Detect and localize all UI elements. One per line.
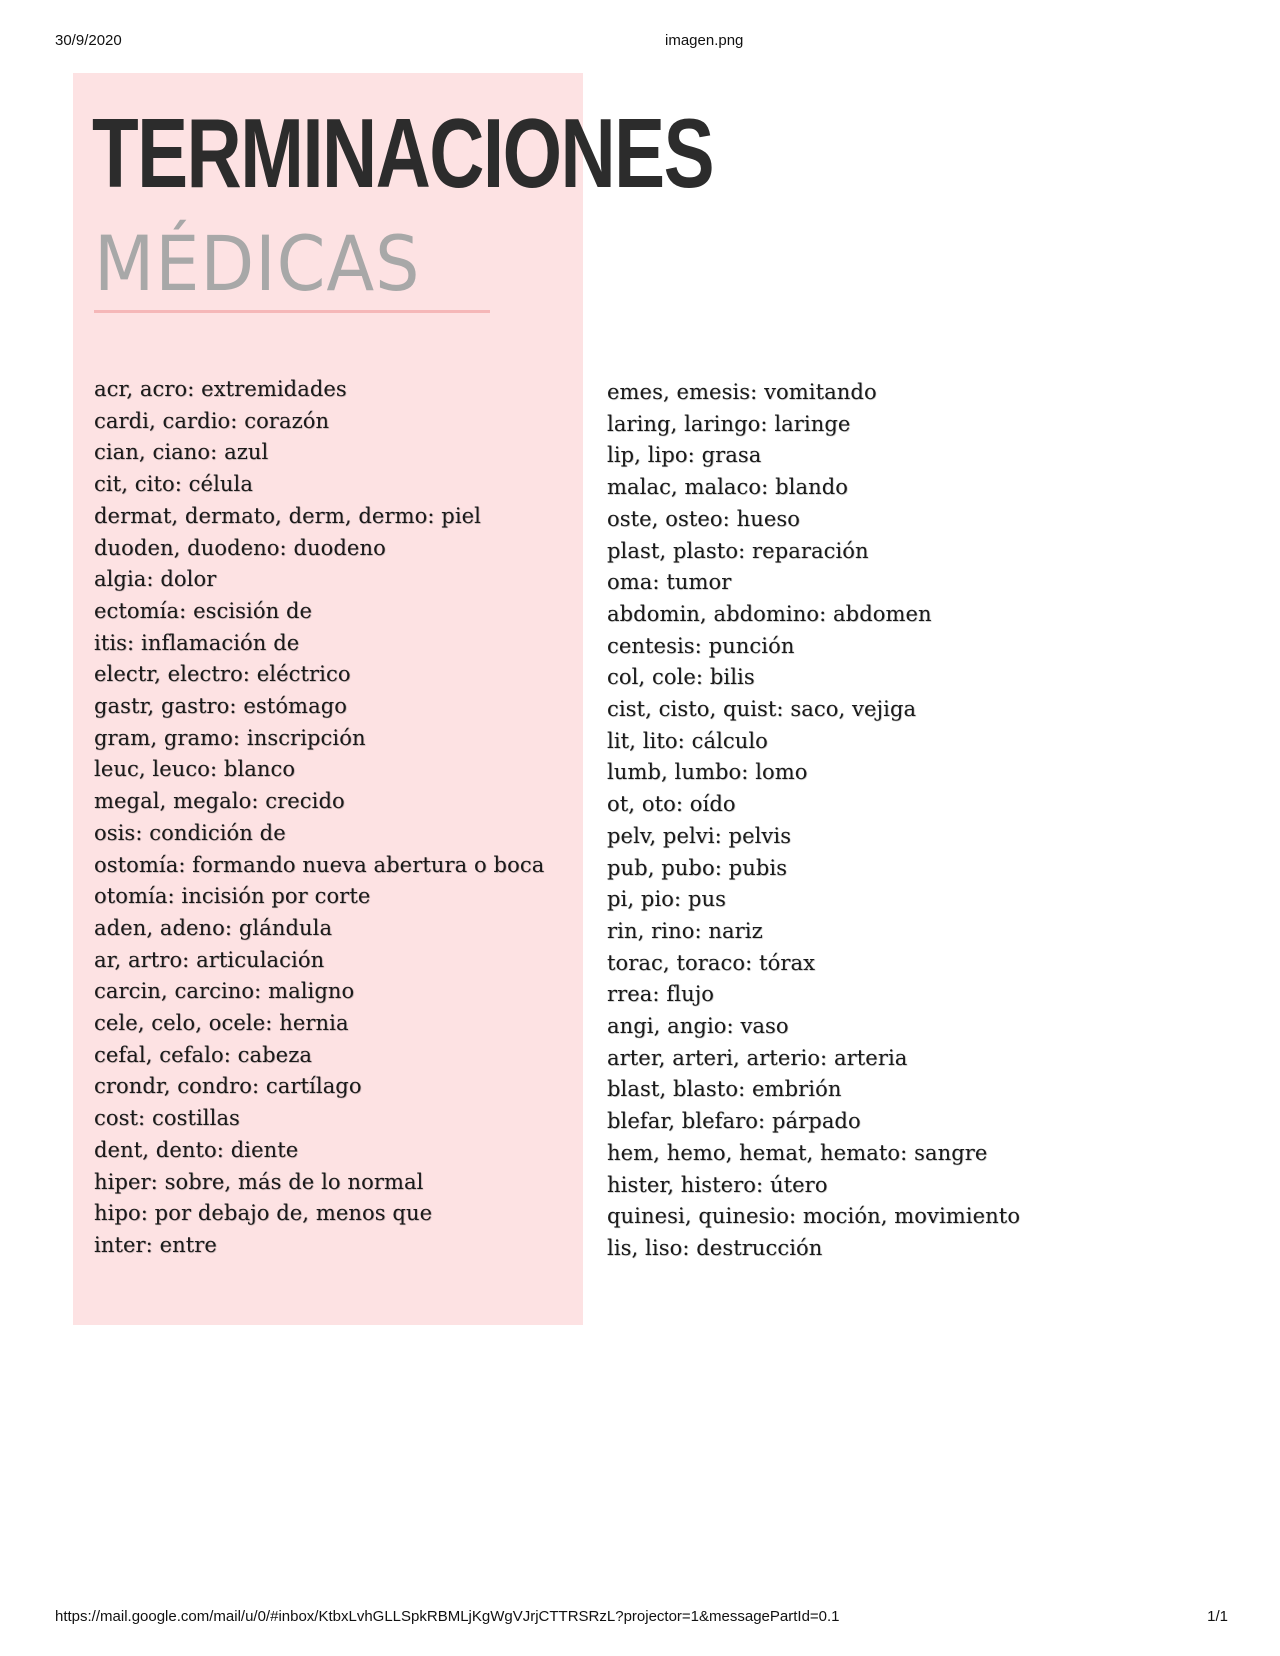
list-item: dent, dento: diente	[94, 1137, 299, 1162]
list-item: hister, histero: útero	[607, 1172, 828, 1197]
list-item: laring, laringo: laringe	[607, 411, 851, 436]
list-item: hem, hemo, hemat, hemato: sangre	[607, 1140, 988, 1165]
print-date: 30/9/2020	[55, 32, 122, 49]
list-item: cit, cito: célula	[94, 472, 253, 497]
list-item: aden, adeno: glándula	[94, 915, 333, 940]
right-terms-list	[607, 377, 1020, 1265]
list-item: cost: costillas	[94, 1106, 240, 1131]
list-item: cian, ciano: azul	[94, 440, 269, 465]
print-url: https://mail.google.com/mail/u/0/#inbox/KtbxLvhGLLSpkRBMLjKgWgVJrjCTTRSRzL?projector=1&messagePartId=0.1	[55, 1608, 840, 1625]
title-main: TERMINACIONES	[92, 98, 713, 208]
list-item: lumb, lumbo: lomo	[607, 760, 808, 785]
print-filename: imagen.png	[665, 32, 744, 49]
list-item: plast, plasto: reparación	[607, 538, 869, 563]
list-item: torac, toraco: tórax	[607, 950, 816, 975]
list-item: arter, arteri, arterio: arteria	[607, 1045, 908, 1070]
list-item: dermat, dermato, derm, dermo: piel	[94, 503, 481, 528]
list-item: quinesi, quinesio: moción, movimiento	[607, 1204, 1021, 1229]
list-item: osis: condición de	[94, 820, 286, 845]
list-item: ostomía: formando nueva abertura o boca	[94, 852, 545, 877]
list-item: hiper: sobre, más de lo normal	[94, 1169, 424, 1194]
list-item: carcin, carcino: maligno	[94, 979, 355, 1004]
left-terms-list	[94, 374, 544, 1262]
list-item: cardi, cardio: corazón	[94, 408, 330, 433]
list-item: algia: dolor	[94, 567, 217, 592]
title-sub: MÉDICAS	[94, 219, 421, 308]
list-item: cefal, cefalo: cabeza	[94, 1042, 312, 1067]
list-item: crondr, condro: cartílago	[94, 1074, 362, 1099]
list-item: hipo: por debajo de, menos que	[94, 1201, 433, 1226]
list-item: electr, electro: eléctrico	[94, 662, 351, 687]
list-item: ar, artro: articulación	[94, 947, 325, 972]
list-item: pub, pubo: pubis	[607, 855, 788, 880]
list-item: oste, osteo: hueso	[607, 506, 801, 531]
title-underline-divider	[94, 310, 490, 313]
list-item: ectomía: escisión de	[94, 598, 313, 623]
list-item: itis: inflamación de	[94, 630, 300, 655]
list-item: duoden, duodeno: duodeno	[94, 535, 386, 560]
list-item: acr, acro: extremidades	[94, 377, 347, 401]
list-item: lis, liso: destrucción	[607, 1235, 823, 1260]
list-item: angi, angio: vaso	[607, 1014, 789, 1039]
list-item: inter: entre	[94, 1232, 217, 1257]
list-item: cele, celo, ocele: hernia	[94, 1011, 349, 1036]
list-item: lip, lipo: grasa	[607, 443, 762, 468]
list-item: emes, emesis: vomitando	[607, 380, 877, 404]
list-item: rin, rino: nariz	[607, 918, 763, 943]
list-item: pi, pio: pus	[607, 887, 727, 912]
list-item: centesis: punción	[607, 633, 795, 658]
list-item: col, cole: bilis	[607, 665, 755, 690]
list-item: ot, oto: oído	[607, 792, 736, 817]
list-item: blast, blasto: embrión	[607, 1077, 842, 1102]
list-item: cist, cisto, quist: saco, vejiga	[607, 697, 917, 722]
list-item: gastr, gastro: estómago	[94, 694, 347, 719]
print-page-number: 1/1	[1207, 1608, 1228, 1625]
list-item: leuc, leuco: blanco	[94, 757, 296, 782]
list-item: otomía: incisión por corte	[94, 884, 371, 909]
list-item: lit, lito: cálculo	[607, 728, 768, 753]
list-item: abdomin, abdomino: abdomen	[607, 601, 932, 626]
list-item: gram, gramo: inscripción	[94, 725, 366, 750]
list-item: rrea: flujo	[607, 982, 715, 1007]
list-item: pelv, pelvi: pelvis	[607, 823, 792, 848]
list-item: oma: tumor	[607, 570, 732, 595]
list-item: megal, megalo: crecido	[94, 789, 345, 814]
list-item: blefar, blefaro: párpado	[607, 1109, 861, 1134]
list-item: malac, malaco: blando	[607, 475, 848, 500]
